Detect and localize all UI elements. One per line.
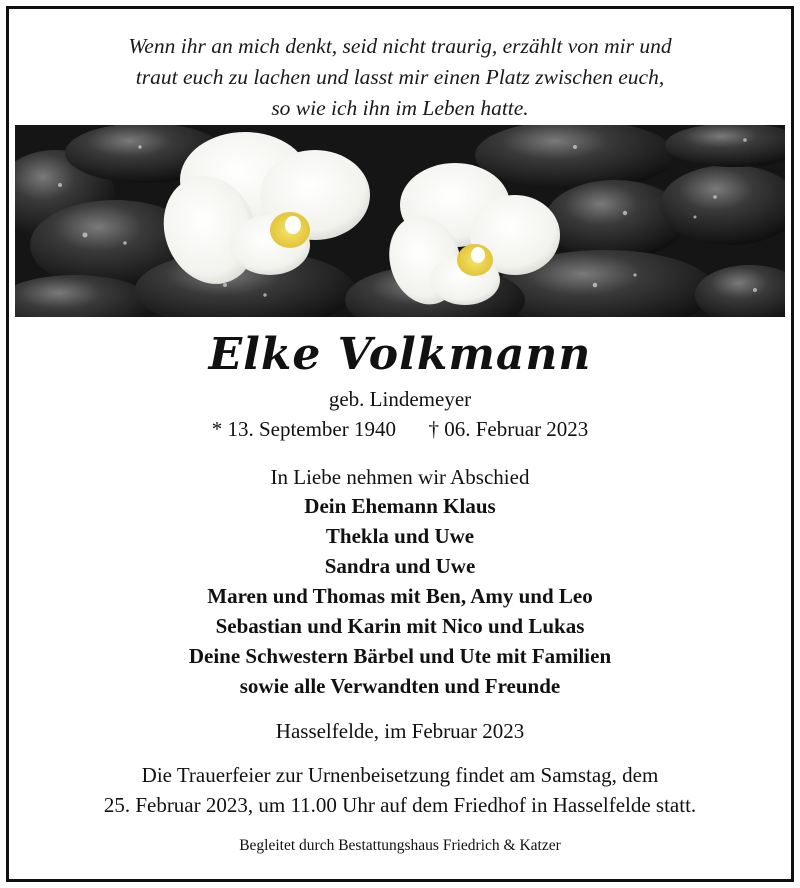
deceased-name: Elke Volkmann <box>208 329 592 380</box>
ceremony-line: 25. Februar 2023, um 11.00 Uhr auf dem Friedhof in Hasselfelde statt. <box>103 793 697 817</box>
memorial-quote <box>9 31 791 124</box>
funeral-home: Begleitet durch Bestattungshaus Friedrich & Katzer <box>239 837 561 854</box>
mourner: Dein Ehemann Klaus <box>304 494 496 518</box>
mourner: Thekla und Uwe <box>325 524 475 548</box>
quote-line: so wie ich ihn im Leben hatte. <box>271 96 529 120</box>
ceremony-line: Die Trauerfeier zur Urnenbeisetzung findet am Samstag, dem <box>141 763 659 787</box>
orchid-stones-picture <box>15 125 785 317</box>
birth-date: * 13. September 1940 <box>211 417 396 441</box>
farewell-line: In Liebe nehmen wir Abschied <box>270 465 530 489</box>
maiden-name: geb. Lindemeyer <box>328 387 472 411</box>
quote-line: Wenn ihr an mich denkt, seid nicht traurig, erzählt von mir und <box>128 34 672 58</box>
death-date: † 06. Februar 2023 <box>428 417 589 441</box>
quote-line: traut euch zu lachen und lasst mir einen Platz zwischen euch, <box>135 65 665 89</box>
mourner: Deine Schwestern Bärbel und Ute mit Familien <box>188 644 612 668</box>
life-dates <box>9 417 791 442</box>
orchid-stones-image <box>15 125 785 317</box>
mourner: Sandra und Uwe <box>324 554 476 578</box>
obituary-frame <box>6 6 794 882</box>
mourner: Sebastian und Karin mit Nico und Lukas <box>215 614 585 638</box>
mourner: Maren und Thomas mit Ben, Amy und Leo <box>207 584 593 608</box>
place-date: Hasselfelde, im Februar 2023 <box>275 719 525 743</box>
mourner: sowie alle Verwandten und Freunde <box>239 674 561 698</box>
